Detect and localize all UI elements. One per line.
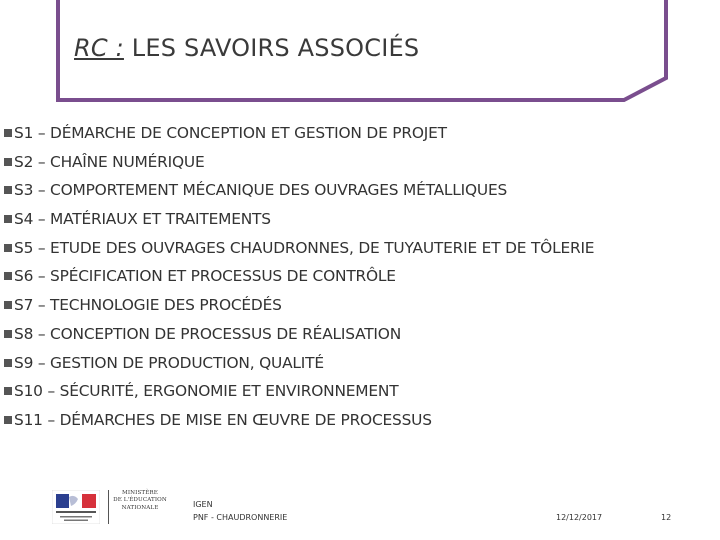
ministry-line: MINISTÈRE xyxy=(122,490,158,496)
list-item xyxy=(0,406,718,435)
list-item xyxy=(0,320,718,349)
bullet-list xyxy=(0,119,718,435)
ministry-line: DE L'ÉDUCATION xyxy=(113,497,167,504)
page-number: 12 xyxy=(661,513,672,522)
list-item-text: S6 – SPÉCIFICATION ET PROCESSUS DE CONTRÔLE xyxy=(14,267,396,286)
list-item xyxy=(0,176,718,205)
list-item-text: S7 – TECHNOLOGIE DES PROCÉDÉS xyxy=(14,296,282,315)
slide-title xyxy=(74,34,419,62)
square-bullet-icon xyxy=(4,387,12,395)
list-item xyxy=(0,291,718,320)
list-item xyxy=(0,205,718,234)
marianne-logo-icon xyxy=(52,490,100,524)
title-main: LES SAVOIRS ASSOCIÉS xyxy=(131,34,420,62)
ministry-name xyxy=(110,490,170,512)
list-item-text: S4 – MATÉRIAUX ET TRAITEMENTS xyxy=(14,210,271,229)
ministry-line: NATIONALE xyxy=(121,504,159,511)
ministry-logo xyxy=(52,490,172,526)
title-frame xyxy=(0,0,720,110)
footer-subject: PNF - CHAUDRONNERIE xyxy=(193,513,288,522)
square-bullet-icon xyxy=(4,215,12,223)
square-bullet-icon xyxy=(4,416,12,424)
logo-divider xyxy=(108,490,109,524)
list-item-text: S8 – CONCEPTION DE PROCESSUS DE RÉALISATION xyxy=(14,324,402,343)
list-item-text: S5 – ETUDE DES OUVRAGES CHAUDRONNES, DE TUYAUTERIE ET DE TÔLERIE xyxy=(14,238,595,257)
list-item-text: S2 – CHAÎNE NUMÉRIQUE xyxy=(14,152,205,171)
square-bullet-icon xyxy=(4,330,12,338)
square-bullet-icon xyxy=(4,186,12,194)
list-item xyxy=(0,262,718,291)
list-item-text: S10 – SÉCURITÉ, ERGONOMIE ET ENVIRONNEMENT xyxy=(14,382,399,401)
square-bullet-icon xyxy=(4,272,12,280)
list-item xyxy=(0,234,718,263)
list-item-text: S3 – COMPORTEMENT MÉCANIQUE DES OUVRAGES MÉTALLIQUES xyxy=(14,181,508,200)
list-item-text: S9 – GESTION DE PRODUCTION, QUALITÉ xyxy=(14,353,324,372)
square-bullet-icon xyxy=(4,359,12,367)
list-item xyxy=(0,119,718,148)
title-prefix: RC : xyxy=(74,34,124,62)
list-item xyxy=(0,349,718,378)
list-item-text: S11 – DÉMARCHES DE MISE EN ŒUVRE DE PROCESSUS xyxy=(14,410,432,429)
list-item xyxy=(0,377,718,406)
list-item xyxy=(0,148,718,177)
square-bullet-icon xyxy=(4,158,12,166)
footer-org: IGEN xyxy=(193,500,213,509)
list-item-text: S1 – DÉMARCHE DE CONCEPTION ET GESTION DE PROJET xyxy=(14,124,447,142)
square-bullet-icon xyxy=(4,129,12,137)
footer-date: 12/12/2017 xyxy=(556,513,603,522)
square-bullet-icon xyxy=(4,244,12,252)
square-bullet-icon xyxy=(4,301,12,309)
